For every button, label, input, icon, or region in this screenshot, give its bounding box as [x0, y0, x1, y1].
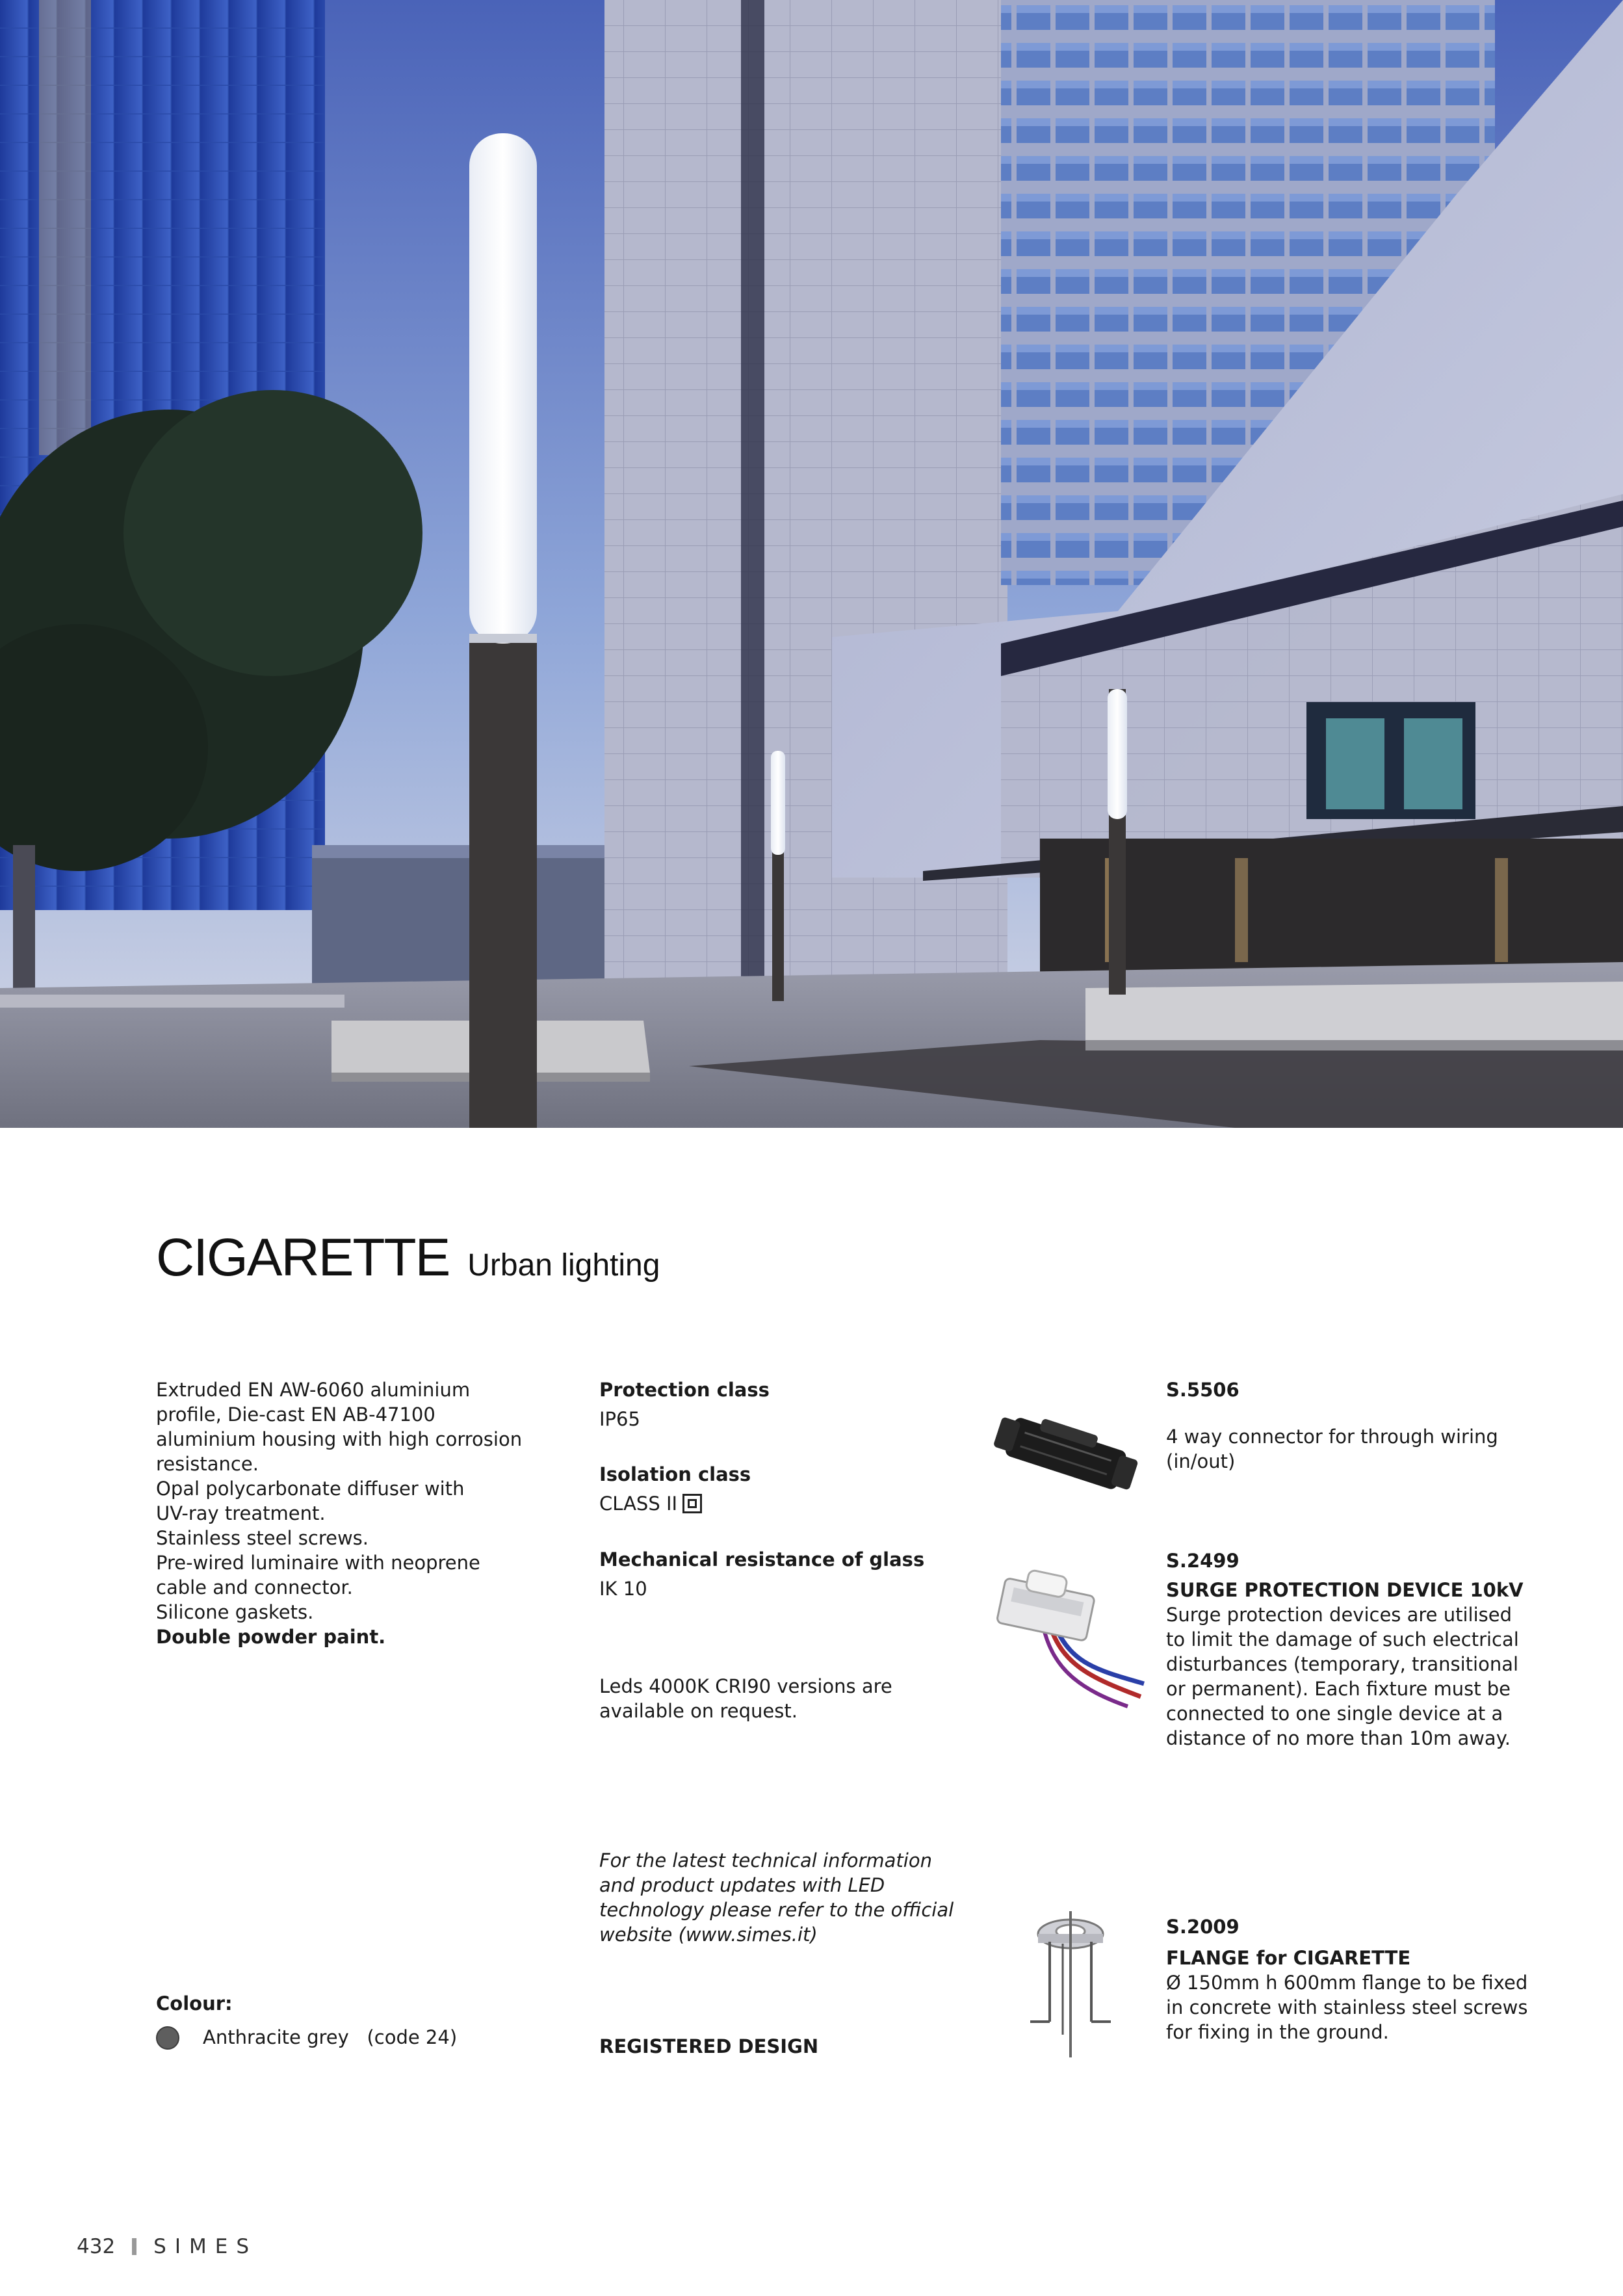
- leds-note-line: Leds 4000K CRI90 versions are: [599, 1675, 892, 1697]
- colour-name: Anthracite grey: [203, 2026, 349, 2048]
- accessory-code-s2009: S.2009: [1166, 1916, 1240, 1938]
- accessory-desc-s2499: [1166, 1602, 1519, 1751]
- accessory-desc-line: to limit the damage of such electrical: [1166, 1628, 1519, 1650]
- protection-class-label: Protection class: [599, 1379, 770, 1401]
- description-line: Pre-wired luminaire with neoprene: [156, 1552, 480, 1574]
- accessory-desc-line: Surge protection devices are utilised: [1166, 1604, 1513, 1626]
- isolation-class: [599, 1491, 702, 1516]
- registered-design: REGISTERED DESIGN: [599, 2035, 819, 2057]
- description-line: UV-ray treatment.: [156, 1502, 326, 1524]
- footer-divider: [132, 2238, 136, 2255]
- accessory-desc-line: (in/out): [1166, 1450, 1236, 1472]
- accessory-code-s5506: S.5506: [1166, 1379, 1240, 1401]
- mechanical-resistance-value: IK 10: [599, 1578, 647, 1600]
- isolation-class-value: CLASS II: [599, 1493, 678, 1515]
- colour-swatch: [156, 2026, 179, 2050]
- description-line: profile, Die-cast EN AB-47100: [156, 1403, 435, 1426]
- description-emphasis: Double powder paint.: [156, 1626, 386, 1648]
- description-line: Extruded EN AW-6060 aluminium: [156, 1379, 471, 1401]
- info-note-line: website (www.simes.it): [599, 1924, 818, 1946]
- flange-icon: [1024, 1908, 1121, 2063]
- product-category: Urban lighting: [467, 1248, 660, 1283]
- accessory-code-s2499: S.2499: [1166, 1550, 1240, 1572]
- description-line: cable and connector.: [156, 1576, 353, 1598]
- page-number: 432: [77, 2235, 116, 2258]
- info-note-line: For the latest technical information: [599, 1849, 932, 1872]
- colour-label: Colour:: [156, 1992, 233, 2015]
- description-line: aluminium housing with high corrosion: [156, 1428, 523, 1450]
- description-line: Opal polycarbonate diffuser with: [156, 1478, 465, 1500]
- brand-name: SIMES: [153, 2235, 258, 2258]
- page-title: [156, 1227, 660, 1288]
- accessory-desc-line: in concrete with stainless steel screws: [1166, 1996, 1528, 2018]
- accessory-desc-s5506: [1166, 1424, 1498, 1474]
- class-ii-icon: [682, 1494, 702, 1513]
- accessory-desc-line: connected to one single device at a: [1166, 1702, 1503, 1725]
- accessory-desc-line: disturbances (temporary, transitional: [1166, 1653, 1519, 1675]
- accessory-title-s2009: FLANGE for CIGARETTE: [1166, 1947, 1411, 1969]
- info-note-line: and product updates with LED: [599, 1874, 885, 1896]
- accessory-title-s2499: SURGE PROTECTION DEVICE 10kV: [1166, 1579, 1524, 1601]
- surge-protector-icon: [991, 1567, 1147, 1712]
- page-footer: [77, 2235, 257, 2258]
- connector-icon: [988, 1398, 1144, 1511]
- technical-info-note: [599, 1848, 954, 1947]
- product-description: [156, 1377, 522, 1649]
- isolation-class-label: Isolation class: [599, 1463, 751, 1485]
- description-line: resistance.: [156, 1453, 259, 1475]
- leds-note-line: available on request.: [599, 1700, 798, 1722]
- urban-scene-illustration: [0, 0, 1623, 1128]
- mechanical-resistance-label: Mechanical resistance of glass: [599, 1548, 925, 1571]
- protection-class-value: IP65: [599, 1408, 640, 1430]
- leds-note: [599, 1674, 892, 1723]
- colour-code: (code 24): [367, 2026, 458, 2048]
- accessory-desc-s2009: [1166, 1970, 1527, 2044]
- accessory-desc-line: 4 way connector for through wiring: [1166, 1426, 1498, 1448]
- colour-option: [203, 2025, 457, 2050]
- info-note-line: technology please refer to the official: [599, 1899, 954, 1921]
- accessory-desc-line: or permanent). Each fixture must be: [1166, 1678, 1511, 1700]
- accessory-desc-line: Ø 150mm h 600mm flange to be fixed: [1166, 1972, 1528, 1994]
- accessory-desc-line: for fixing in the ground.: [1166, 2021, 1389, 2043]
- hero-photo: [0, 0, 1623, 1128]
- description-line: Silicone gaskets.: [156, 1601, 314, 1623]
- accessory-desc-line: distance of no more than 10m away.: [1166, 1727, 1511, 1749]
- product-name: CIGARETTE: [156, 1228, 450, 1287]
- description-line: Stainless steel screws.: [156, 1527, 369, 1549]
